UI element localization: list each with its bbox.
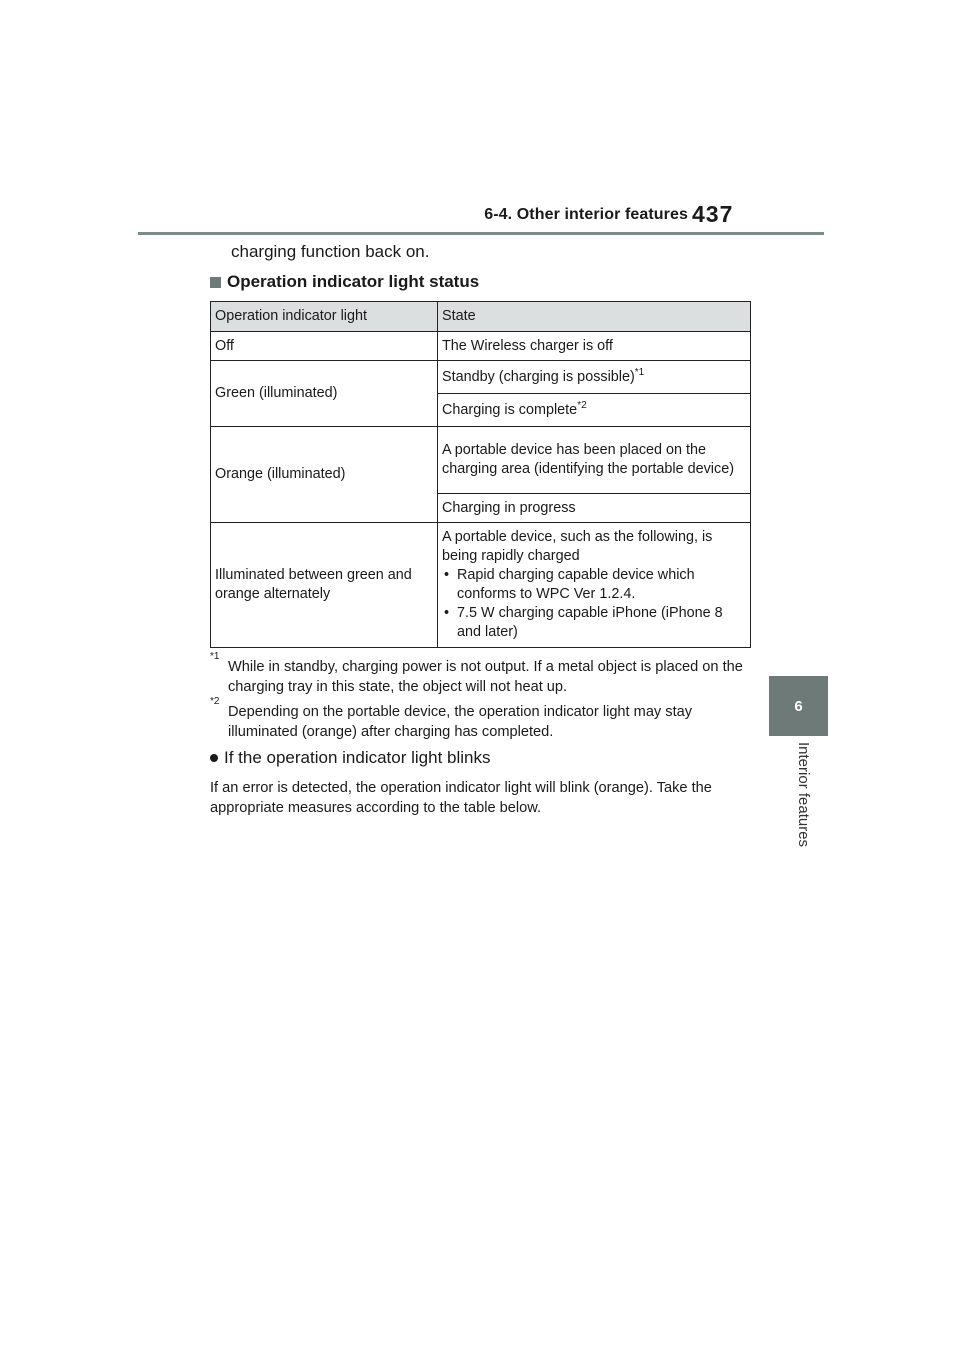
footnote-ref: *2 — [577, 399, 587, 411]
footnote-2: *2 Depending on the portable device, the operation indicator light may stay illuminated (orange) after charging has completed. — [210, 702, 755, 742]
sub-heading-text: If the operation indicator light blinks — [224, 748, 491, 767]
footnote-text: Depending on the portable device, the operation indicator light may stay illuminated (orange) after charging has completed. — [228, 704, 693, 740]
column-header-light: Operation indicator light — [211, 302, 438, 332]
body-paragraph: If an error is detected, the operation indicator light will blink (orange). Take the appropriate measures according to the table below. — [210, 780, 712, 816]
cell-state-charging: Charging in progress — [438, 494, 751, 523]
cell-light-green: Green (illuminated) — [211, 361, 438, 427]
device-list — [442, 566, 746, 642]
continuation-text: charging function back on. — [231, 242, 430, 261]
section-title: 6-4. Other interior features — [484, 206, 688, 223]
table-row — [211, 427, 751, 494]
section-heading-text: Operation indicator light status — [227, 272, 480, 291]
table-row — [211, 361, 751, 394]
footnote-1: *1 While in standby, charging power is not output. If a metal object is placed on the charging tray in this state, the object will not heat up. — [210, 657, 755, 697]
list-item: • 7.5 W charging capable iPhone (iPhone 8 and later) — [442, 604, 746, 642]
table-row — [211, 332, 751, 361]
chapter-tab — [769, 676, 828, 736]
cell-state-standby — [438, 361, 751, 394]
section-heading — [210, 272, 479, 292]
square-bullet-icon — [210, 277, 221, 288]
sub-heading — [210, 748, 491, 768]
footnote-ref: *1 — [634, 366, 645, 378]
page-number: 437 — [692, 201, 734, 227]
state-text: Standby (charging is possible) — [442, 368, 635, 385]
table-row — [211, 523, 751, 648]
chapter-label: Interior features — [795, 742, 812, 848]
table-header-row — [211, 302, 751, 332]
bullet-dot-icon — [210, 754, 218, 762]
cell-state-off: The Wireless charger is off — [438, 332, 751, 361]
chapter-number: 6 — [794, 697, 803, 715]
list-item: • Rapid charging capable device which conforms to WPC Ver 1.2.4. — [442, 566, 746, 604]
cell-light-orange: Orange (illuminated) — [211, 427, 438, 523]
state-text: Charging is complete — [442, 401, 578, 418]
indicator-status-table — [210, 301, 751, 648]
cell-state-identifying: A portable device has been placed on the charging area (identifying the portable device) — [438, 427, 751, 494]
footnote-text: While in standby, charging power is not output. If a metal object is placed on the charging tray in this state, the object will not heat up. — [228, 659, 743, 695]
state-text: A portable device, such as the following, is being rapidly charged — [442, 529, 713, 564]
column-header-state: State — [438, 302, 751, 332]
header-divider — [138, 232, 824, 235]
cell-state-complete — [438, 394, 751, 427]
cell-state-rapid — [438, 523, 751, 648]
cell-light-off: Off — [211, 332, 438, 361]
cell-light-alternate: Illuminated between green and orange alternately — [211, 523, 438, 648]
